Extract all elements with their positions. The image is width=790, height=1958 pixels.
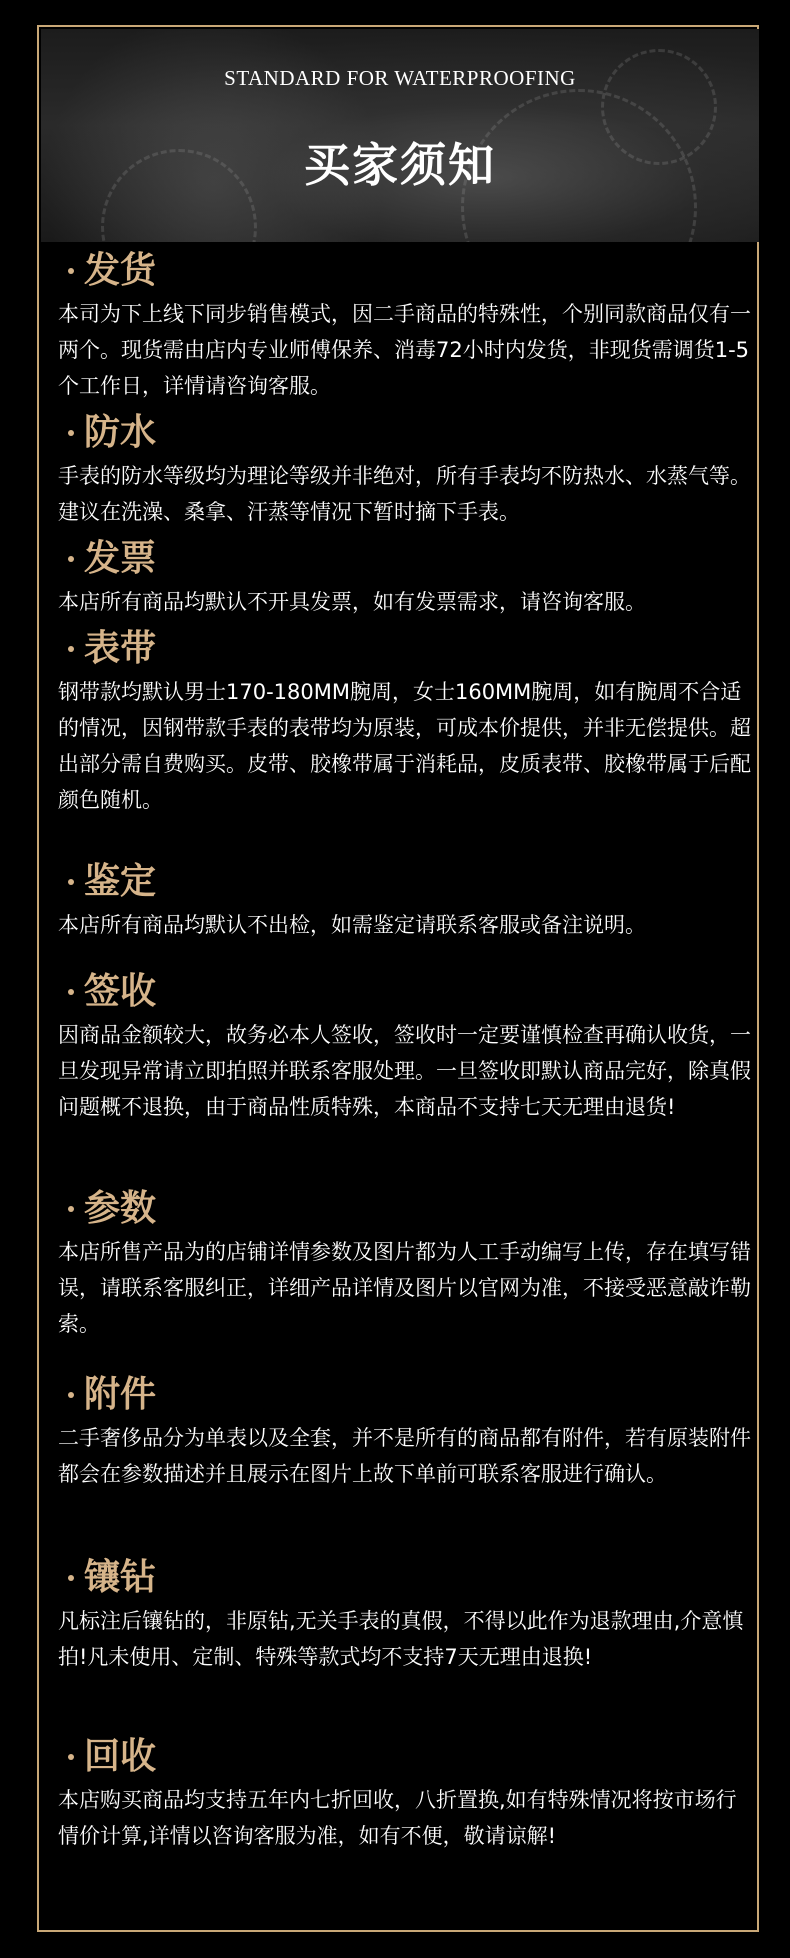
section-body: 因商品金额较大，故务必本人签收，签收时一定要谨慎检查再确认收货，一旦发现异常请立即拍照并联系客服处理。一旦签收即默认商品完好，除真假问题概不退换，由于商品性质特殊，本商品不支持七天无理由退货! xyxy=(58,1023,751,1119)
section-body: 本店所有商品均默认不出检，如需鉴定请联系客服或备注说明。 xyxy=(58,913,646,937)
section-title-text: 回收 xyxy=(84,1736,157,1777)
section-title-text: 表带 xyxy=(84,628,157,669)
bullet-dot-icon xyxy=(68,646,74,652)
section-title-text: 防水 xyxy=(84,412,157,453)
bullet-dot-icon xyxy=(68,989,74,995)
section-accessories xyxy=(58,1373,753,1492)
header-subtitle: STANDARD FOR WATERPROOFING xyxy=(224,66,576,90)
bullet-dot-icon xyxy=(68,1392,74,1398)
section-body: 手表的防水等级均为理论等级并非绝对，所有手表均不防热水、水蒸气等。建议在洗澡、桑拿、汗蒸等情况下暂时摘下手表。 xyxy=(58,464,751,524)
section-waterproof xyxy=(58,411,753,530)
section-body: 本店所有商品均默认不开具发票，如有发票需求，请咨询客服。 xyxy=(58,590,646,614)
bullet-dot-icon xyxy=(68,1754,74,1760)
page-title: 买家须知 xyxy=(304,138,496,192)
bullet-dot-icon xyxy=(68,1575,74,1581)
section-title xyxy=(58,860,753,904)
section-title xyxy=(58,1187,753,1231)
section-title-text: 发票 xyxy=(84,538,157,579)
header-banner xyxy=(41,29,759,242)
section-title-text: 发货 xyxy=(84,250,157,291)
section-body: 本店所售产品为的店铺详情参数及图片都为人工手动编写上传，存在填写错误，请联系客服纠正，详细产品详情及图片以官网为准，不接受恶意敲诈勒索。 xyxy=(58,1240,751,1336)
section-strap xyxy=(58,627,753,818)
section-receipt xyxy=(58,970,753,1125)
bullet-dot-icon xyxy=(68,1206,74,1212)
section-title xyxy=(58,537,753,581)
section-diamond-setting xyxy=(58,1556,753,1675)
section-body: 凡标注后镶钻的，非原钻,无关手表的真假，不得以此作为退款理由,介意慎拍!凡未使用、定制、特殊等款式均不支持7天无理由退换! xyxy=(58,1609,744,1669)
section-shipping xyxy=(58,249,753,404)
bullet-dot-icon xyxy=(68,879,74,885)
section-title-text: 鉴定 xyxy=(84,861,157,902)
section-title-text: 参数 xyxy=(84,1188,157,1229)
section-body: 本司为下上线下同步销售模式，因二手商品的特殊性，个别同款商品仅有一两个。现货需由店内专业师傅保养、消毒72小时内发货，非现货需调货1-5个工作日，详情请咨询客服。 xyxy=(58,302,751,398)
bullet-dot-icon xyxy=(68,556,74,562)
bullet-dot-icon xyxy=(68,268,74,274)
section-title-text: 签收 xyxy=(84,971,157,1012)
section-title xyxy=(58,249,753,293)
section-title xyxy=(58,970,753,1014)
section-authentication xyxy=(58,860,753,943)
section-body: 本店购买商品均支持五年内七折回收，八折置换,如有特殊情况将按市场行情价计算,详情以咨询客服为准，如有不便，敬请谅解! xyxy=(58,1788,737,1848)
section-title xyxy=(58,1373,753,1417)
section-body: 二手奢侈品分为单表以及全套，并不是所有的商品都有附件，若有原装附件都会在参数描述并且展示在图片上故下单前可联系客服进行确认。 xyxy=(58,1426,751,1486)
section-title-text: 附件 xyxy=(84,1374,157,1415)
section-recycling xyxy=(58,1735,753,1854)
section-title xyxy=(58,1556,753,1600)
section-title xyxy=(58,1735,753,1779)
section-invoice xyxy=(58,537,753,620)
section-title-text: 镶钻 xyxy=(84,1557,157,1598)
section-title xyxy=(58,411,753,455)
section-body: 钢带款均默认男士170-180MM腕周，女士160MM腕周，如有腕周不合适的情况，因钢带款手表的表带均为原装，可成本价提供，并非无偿提供。超出部分需自费购买。皮带、胶橡带属于消耗品，皮质表带、胶橡带属于后配颜色随机。 xyxy=(58,680,751,812)
section-parameters xyxy=(58,1187,753,1342)
bullet-dot-icon xyxy=(68,430,74,436)
section-title xyxy=(58,627,753,671)
